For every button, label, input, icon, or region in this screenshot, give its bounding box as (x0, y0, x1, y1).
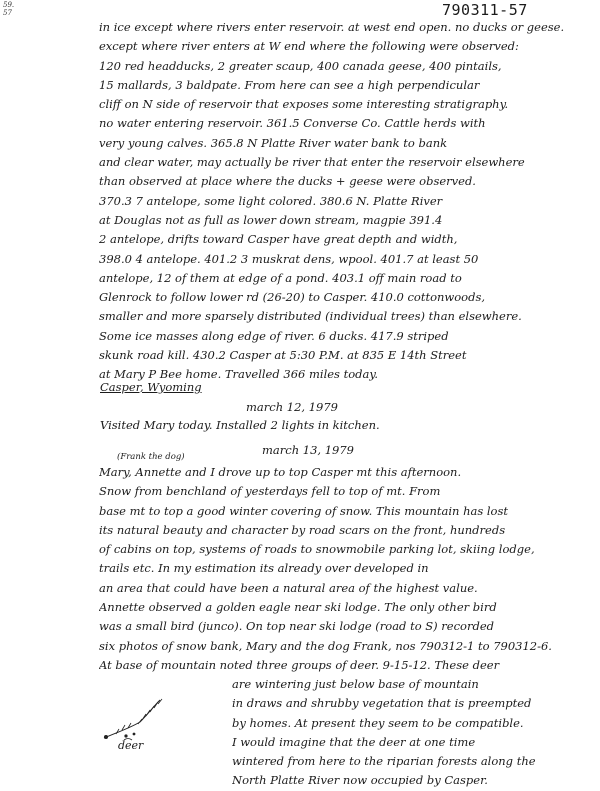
text-line: six photos of snow bank, Mary and the dog Frank, nos 790312-1 to 790312-6. (99, 638, 552, 653)
text-line: wintered from here to the riparian forests along the (232, 754, 536, 769)
text-line: was a small bird (junco). On top near ski lodge (road to S) recorded (99, 619, 494, 634)
text-line: than observed at place where the ducks + geese were observed. (99, 174, 476, 189)
text-line: and clear water, may actually be river that enter the reservoir elsewhere (99, 155, 525, 170)
text-line: are wintering just below base of mountain (232, 677, 479, 691)
text-line: base mt to top a good winter covering of snow. This mountain has lost (99, 503, 509, 518)
text-line: by homes. At present they seem to be compatible. (232, 715, 524, 730)
text-line: its natural beauty and character by road scars on the front, hundreds (99, 522, 506, 537)
document-id: 790311-57 (442, 1, 528, 19)
text-line: I would imagine that the deer at one time (232, 734, 476, 749)
text-line: except where river enters at W end where the following were observed: (99, 39, 519, 54)
margin-page-number: 59. (3, 1, 15, 9)
margin-annotation: (Frank the dog) (117, 452, 185, 462)
text-line: At base of mountain noted three groups of deer. 9-15-12. These deer (99, 657, 500, 672)
text-line: in draws and shrubby vegetation that is preempted (232, 696, 532, 711)
text-line: 15 mallards, 3 baldpate. From here can see a high perpendicular (99, 77, 480, 92)
entry-date: march 13, 1979 (262, 443, 354, 457)
journal-entry-block (99, 463, 593, 675)
text-line: in ice except where rivers enter reservoir. at west end open. no ducks or geese. (99, 20, 565, 34)
text-line: North Platte River now occupied by Casper. (232, 773, 488, 788)
text-line: an area that could have been a natural area of the highest value. (99, 580, 478, 595)
entry-text: Visited Mary today. Installed 2 lights in kitchen. (100, 418, 380, 432)
entry-date: march 12, 1979 (246, 400, 338, 414)
text-line: skunk road kill. 430.2 Casper at 5:30 P.M. at 835 E 14th Street (99, 348, 467, 363)
text-line: antelope, 12 of them at edge of a pond. 403.1 off main road to (99, 270, 462, 285)
text-line: Mary, Annette and I drove up to top Casper mt this afternoon. (99, 465, 462, 479)
text-line: 120 red headducks, 2 greater scaup, 400 canada geese, 400 pintails, (99, 58, 502, 73)
journal-entry-continuation (232, 675, 594, 791)
text-line: of cabins on top, systems of roads to snowmobile parking lot, skiing lodge, (99, 542, 535, 557)
place-heading: Casper, Wyoming (100, 380, 202, 394)
text-line: 398.0 4 antelope. 401.2 3 muskrat dens, wpool. 401.7 at least 50 (99, 251, 479, 266)
text-line: trails etc. In my estimation its already over developed in (99, 561, 429, 576)
text-line: at Mary P Bee home. Travelled 366 miles today. (99, 367, 378, 382)
text-line: Snow from benchland of yesterdays fell to top of mt. From (99, 484, 441, 499)
text-line: no water entering reservoir. 361.5 Converse Co. Cattle herds with (99, 116, 486, 131)
text-line: very young calves. 365.8 N Platte River water bank to bank (99, 135, 448, 150)
travel-log-block (99, 18, 593, 385)
text-line: Annette observed a golden eagle near ski lodge. The only other bird (99, 600, 497, 615)
text-line: Some ice masses along edge of river. 6 ducks. 417.9 striped (99, 328, 449, 343)
text-line: 2 antelope, drifts toward Casper have great depth and width, (99, 232, 458, 247)
text-line: smaller and more sparsely distributed (individual trees) than elsewhere. (99, 309, 522, 324)
text-line: 370.3 7 antelope, some light colored. 380.6 N. Platte River (99, 193, 443, 208)
margin-page-number-secondary: 57 (3, 9, 12, 17)
text-line: Glenrock to follow lower rd (26-20) to Casper. 410.0 cottonwoods, (99, 290, 486, 305)
text-line: at Douglas not as full as lower down stream, magpie 391.4 (99, 212, 443, 227)
sketch-label: deer (118, 739, 144, 752)
text-line: cliff on N side of reservoir that exposes some interesting stratigraphy. (99, 97, 509, 112)
deer-sketch (96, 690, 206, 750)
